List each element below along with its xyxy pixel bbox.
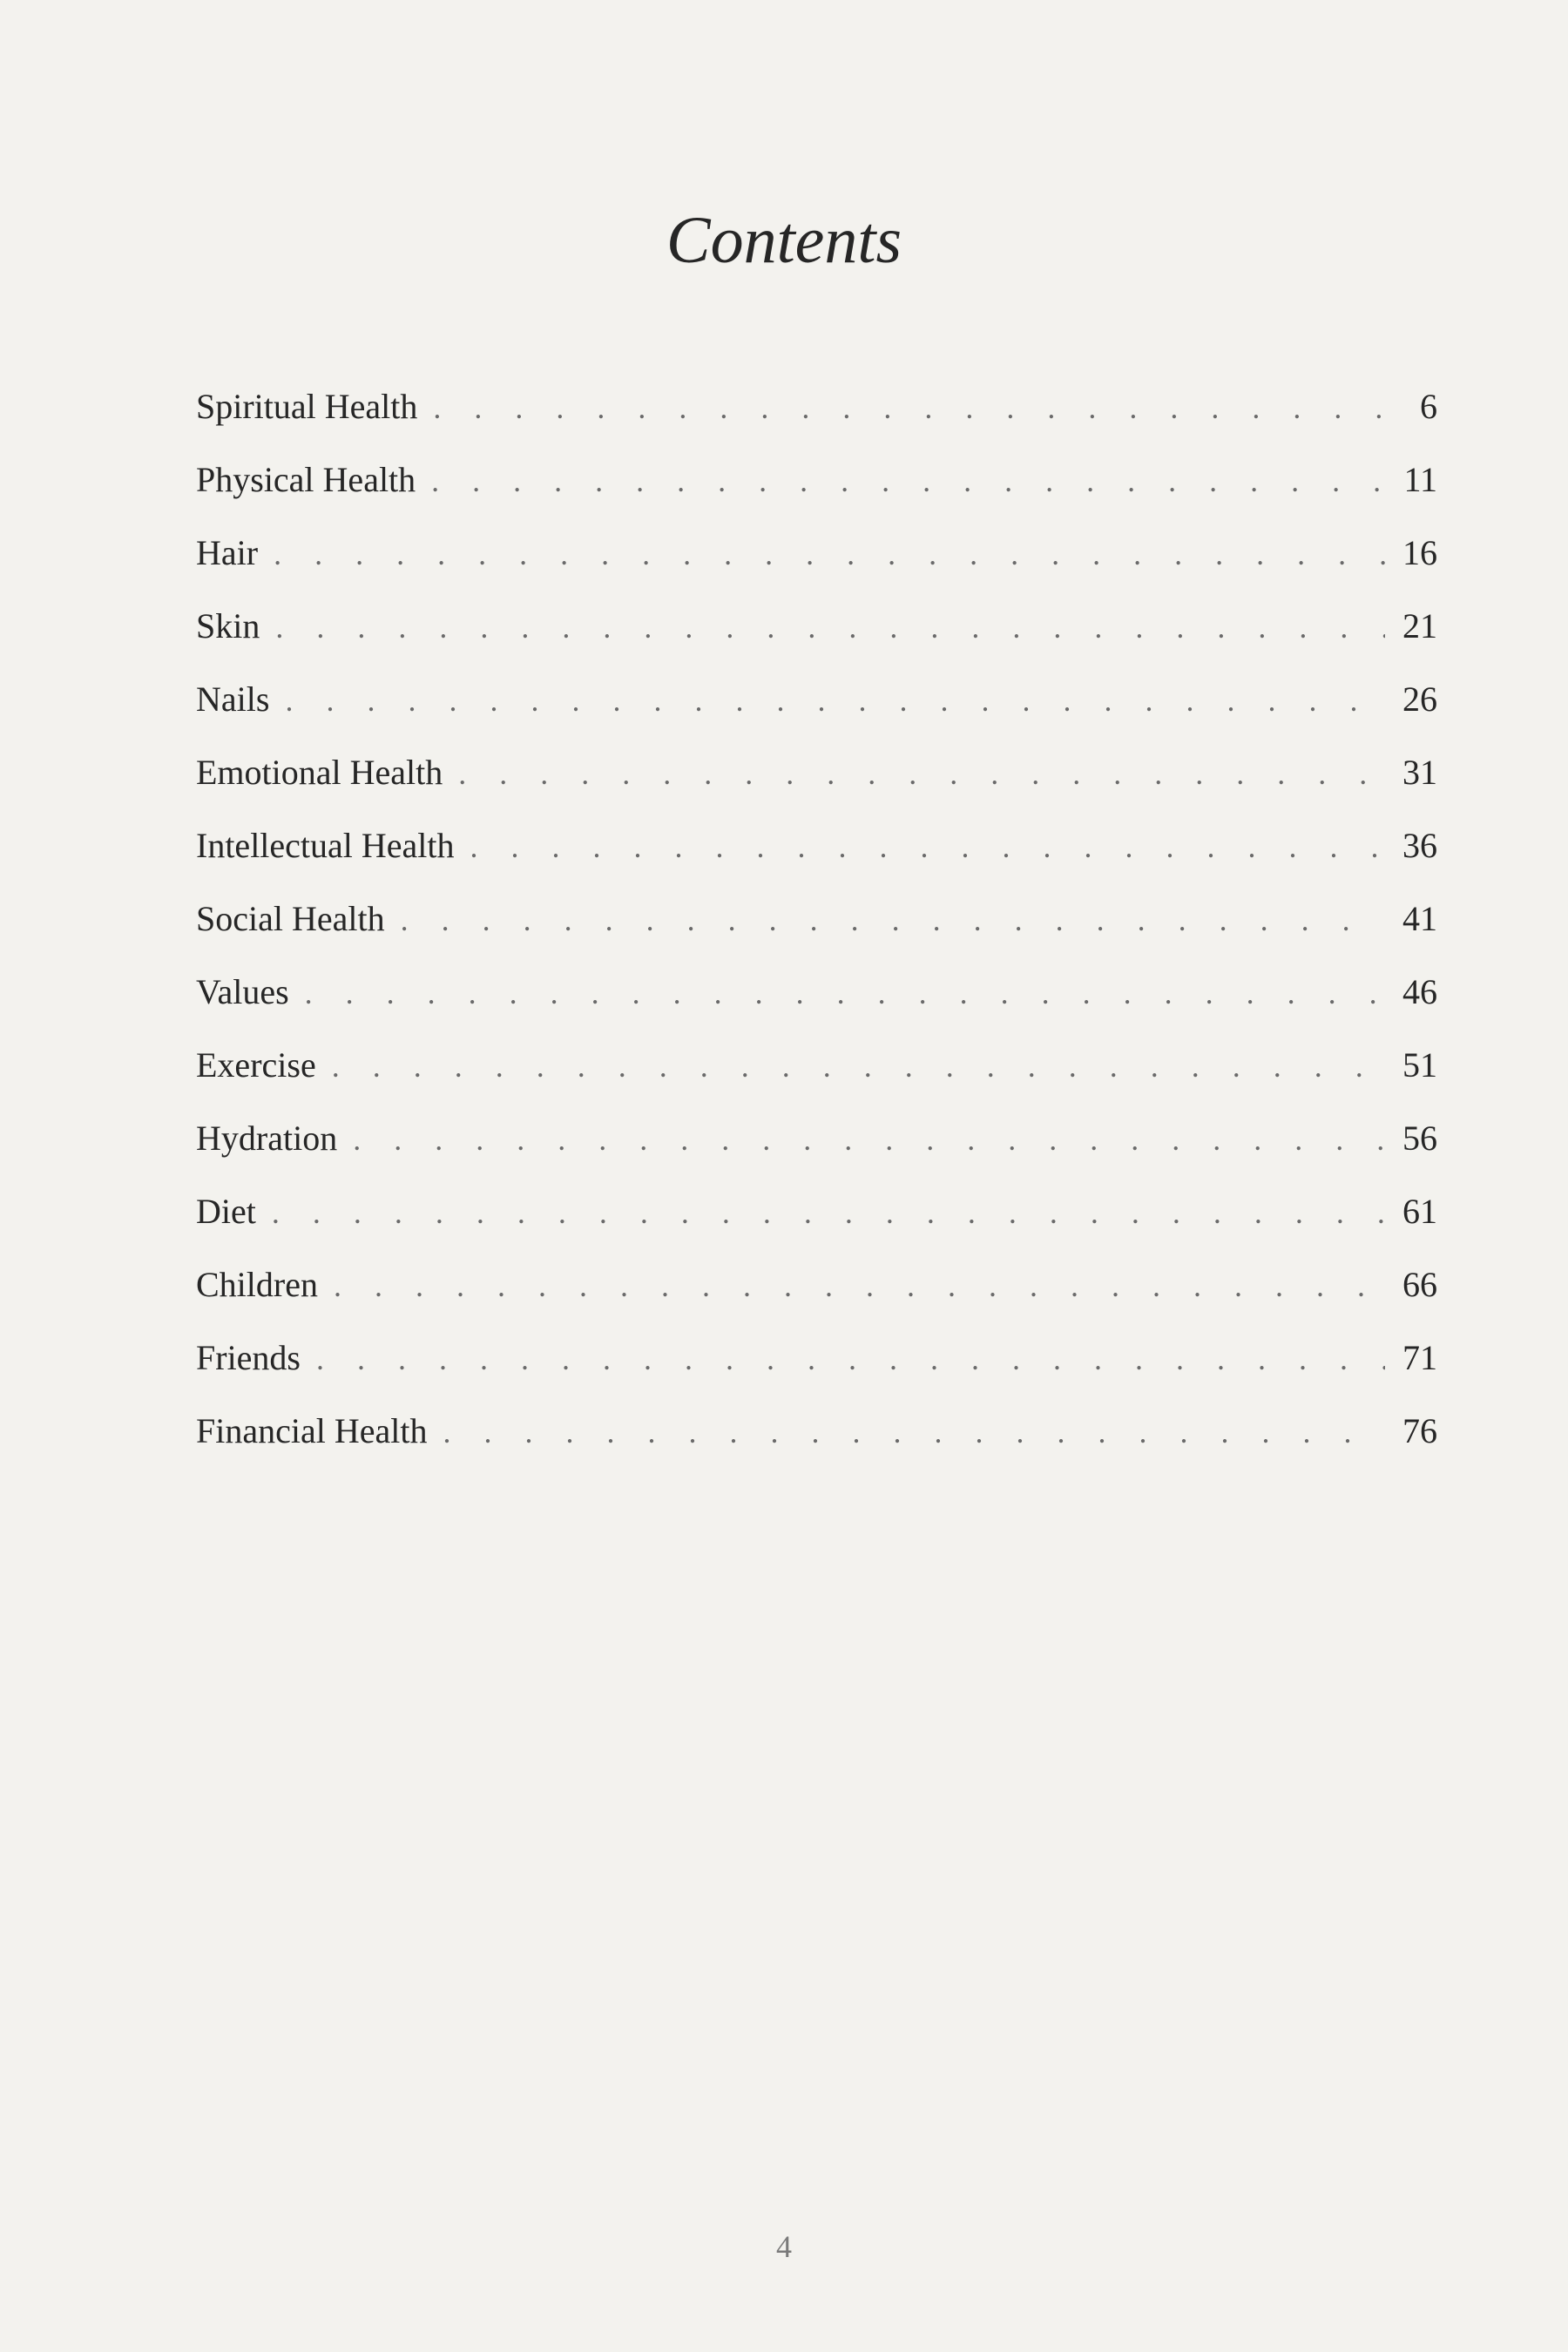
dot-leader: [353, 1114, 1385, 1165]
toc-entry-values: [196, 967, 1437, 1040]
toc-entry-skin: [196, 601, 1437, 674]
dot-leader: [316, 1334, 1385, 1384]
toc-entry-social-health: [196, 894, 1437, 967]
toc-entry-label: Emotional Health: [196, 753, 443, 792]
toc-entry-friends: [196, 1333, 1437, 1406]
toc-entry-page: 6: [1420, 387, 1437, 426]
toc-entry-emotional-health: [196, 747, 1437, 821]
dot-leader: [431, 456, 1385, 506]
dot-leader: [433, 382, 1385, 433]
toc-entry-page: 46: [1402, 972, 1437, 1011]
toc-entry-diet: [196, 1186, 1437, 1260]
toc-entry-spiritual-health: [196, 382, 1437, 455]
dot-leader: [458, 748, 1385, 799]
toc-entry-page: 66: [1402, 1265, 1437, 1304]
dot-leader: [443, 1407, 1385, 1457]
toc-entry-financial-health: [196, 1406, 1437, 1479]
toc-entry-page: 36: [1402, 826, 1437, 865]
toc-entry-page: 71: [1402, 1338, 1437, 1377]
toc-entry-page: 51: [1402, 1045, 1437, 1085]
toc-entry-label: Values: [196, 972, 289, 1011]
dot-leader: [285, 675, 1385, 726]
toc-entry-label: Physical Health: [196, 460, 416, 499]
toc-entry-label: Friends: [196, 1338, 301, 1377]
toc-entry-label: Hydration: [196, 1119, 338, 1158]
toc-entry-label: Exercise: [196, 1045, 316, 1085]
toc-entry-label: Intellectual Health: [196, 826, 455, 865]
toc-entry-label: Children: [196, 1265, 318, 1304]
dot-leader: [334, 1260, 1385, 1311]
toc-entry-label: Spiritual Health: [196, 387, 418, 426]
page-number: 4: [776, 2229, 792, 2264]
toc-entry-exercise: [196, 1040, 1437, 1113]
toc-entry-label: Skin: [196, 606, 260, 645]
dot-leader: [272, 1187, 1385, 1238]
toc-entry-physical-health: [196, 455, 1437, 528]
dot-leader: [332, 1041, 1385, 1092]
toc-entry-page: 16: [1402, 533, 1437, 572]
toc-entry-page: 26: [1402, 679, 1437, 719]
toc-entry-hair: [196, 528, 1437, 601]
toc-entry-page: 41: [1402, 899, 1437, 938]
toc-entry-page: 31: [1402, 753, 1437, 792]
toc-entry-children: [196, 1260, 1437, 1333]
toc-entry-page: 76: [1402, 1411, 1437, 1450]
toc-entry-page: 61: [1402, 1192, 1437, 1231]
toc-entry-intellectual-health: [196, 821, 1437, 894]
toc-entry-page: 56: [1402, 1119, 1437, 1158]
dot-leader: [274, 529, 1385, 579]
dot-leader: [275, 602, 1385, 652]
table-of-contents: [196, 382, 1437, 1479]
dot-leader: [305, 968, 1385, 1018]
toc-entry-label: Financial Health: [196, 1411, 428, 1450]
toc-entry-page: 21: [1402, 606, 1437, 645]
toc-entry-page: 11: [1403, 460, 1437, 499]
dot-leader: [470, 821, 1385, 872]
toc-entry-nails: [196, 674, 1437, 747]
dot-leader: [401, 895, 1385, 945]
toc-entry-label: Nails: [196, 679, 270, 719]
toc-entry-label: Social Health: [196, 899, 385, 938]
toc-entry-label: Diet: [196, 1192, 256, 1231]
toc-entry-hydration: [196, 1113, 1437, 1186]
page-title: Contents: [666, 204, 902, 277]
toc-entry-label: Hair: [196, 533, 259, 572]
